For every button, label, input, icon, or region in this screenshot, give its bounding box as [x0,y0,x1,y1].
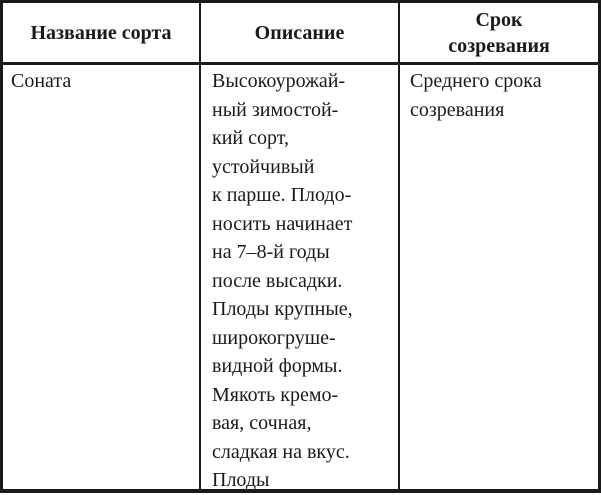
description-line: видной формы. [212,355,343,377]
description-line: к парше. Плодо- [212,184,352,206]
variety-name-text: Соната [11,70,72,92]
cell-variety-name [11,67,71,96]
header-ripening-line-1: Срок [475,8,523,31]
header-divider [0,62,601,65]
column-divider-1 [199,0,201,493]
description-line: на 7–8-й годы [212,241,330,263]
description-line: сладкая на вкус. [212,440,350,463]
description-line: вая, сочная, [212,412,312,434]
description-line: носить начинает [212,212,353,235]
cell-description [212,67,353,495]
description-line: Мякоть кремо- [212,383,339,406]
header-description-text: Описание [254,21,345,44]
description-line: Плоды крупные, [212,298,353,320]
ripening-line: созревания [410,98,505,121]
description-line: Высокоурожай- [212,70,346,92]
header-variety-name [3,3,199,62]
cell-ripening-term [410,67,542,124]
header-description [201,3,398,62]
header-ripening-line-2: созревания [448,34,550,57]
description-line: Плоды [212,469,270,491]
description-line: широкогруше- [212,326,336,349]
ripening-line: Среднего срока [410,70,542,92]
table-border-left [0,0,3,493]
description-line: ный зимостой- [212,98,339,121]
header-ripening-term [400,3,598,62]
description-line: устойчивый [212,155,315,178]
column-divider-2 [398,0,400,493]
description-line: после высадки. [212,269,343,292]
header-variety-name-text: Название сорта [30,21,172,44]
description-line: кий сорт, [212,127,289,149]
